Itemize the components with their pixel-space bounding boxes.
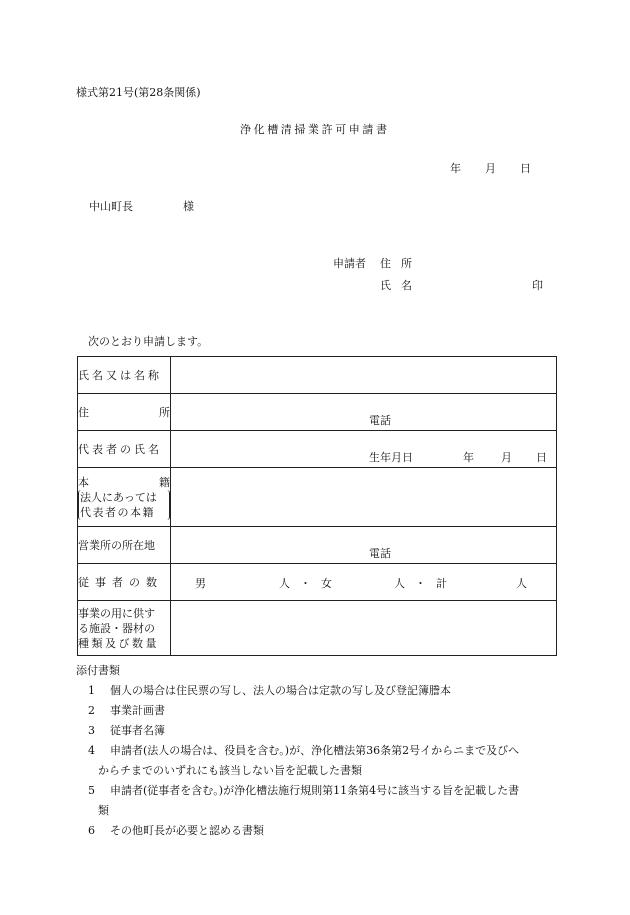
facilities-label-cell bbox=[78, 601, 171, 656]
attachment-list bbox=[88, 681, 519, 841]
staff-label: 従事者の数 bbox=[78, 576, 163, 589]
rep-name-label: 代表者の氏名 bbox=[78, 443, 162, 456]
applicant-label: 申請者 bbox=[333, 257, 366, 270]
address-char-1: 住 bbox=[78, 406, 89, 419]
table-row bbox=[78, 564, 557, 601]
domicile-note bbox=[78, 490, 170, 520]
person-total-label: 人・計 bbox=[394, 577, 457, 590]
office-value-cell[interactable] bbox=[171, 527, 557, 564]
addressee-honorific: 様 bbox=[183, 200, 194, 213]
table-row bbox=[78, 468, 557, 527]
list-item-continuation bbox=[88, 801, 519, 821]
address-value-cell[interactable] bbox=[171, 394, 557, 431]
domicile-char-1: 本 bbox=[78, 475, 89, 489]
birth-day-label: 日 bbox=[536, 451, 547, 464]
domicile-label-cell bbox=[78, 468, 171, 527]
item-number: 2 bbox=[88, 704, 95, 717]
rep-name-value-cell[interactable] bbox=[171, 431, 557, 468]
item-number: 6 bbox=[88, 824, 95, 837]
birth-month-label: 月 bbox=[501, 451, 512, 464]
domicile-char-2: 籍 bbox=[159, 475, 170, 489]
date-year-label: 年 bbox=[450, 162, 461, 175]
intro-text: 次のとおり申請します。 bbox=[88, 335, 209, 348]
facilities-line-1: 事業の用に供す bbox=[78, 606, 155, 620]
name-value-cell[interactable] bbox=[171, 357, 557, 394]
table-row bbox=[78, 601, 557, 656]
form-number: 様式第21号(第28条関係) bbox=[76, 86, 201, 99]
male-label: 男 bbox=[195, 577, 206, 590]
list-item bbox=[88, 821, 519, 841]
facilities-value-cell[interactable] bbox=[171, 601, 557, 656]
table-row bbox=[78, 431, 557, 468]
item-text-continuation: からチまでのいずれにも該当しない旨を記載した書類 bbox=[98, 764, 362, 777]
domicile-value-cell[interactable] bbox=[171, 468, 557, 527]
phone-label: 電話 bbox=[369, 414, 391, 427]
person-female-label: 人・女 bbox=[279, 577, 342, 590]
item-text: 個人の場合は住民票の写し、法人の場合は定款の写し及び登記簿謄本 bbox=[110, 684, 451, 697]
item-number: 3 bbox=[88, 724, 95, 737]
birthdate-label: 生年月日 bbox=[369, 451, 413, 464]
list-item bbox=[88, 741, 519, 761]
person-label: 人 bbox=[516, 577, 527, 590]
office-label: 営業所の所在地 bbox=[78, 539, 155, 552]
item-number: 5 bbox=[88, 784, 95, 797]
applicant-address-label: 住所 bbox=[380, 257, 422, 270]
domicile-note-line-2: 代表者の本籍 bbox=[80, 505, 155, 519]
table-row bbox=[78, 394, 557, 431]
date-month-label: 月 bbox=[485, 162, 496, 175]
applicant-name-label: 氏名 bbox=[380, 279, 422, 292]
staff-value-cell[interactable] bbox=[171, 564, 557, 601]
facilities-line-2: る施設・器材の bbox=[78, 621, 155, 635]
address-label bbox=[78, 404, 170, 420]
list-item bbox=[88, 701, 519, 721]
document-title: 浄化槽清掃業許可申請書 bbox=[240, 123, 390, 136]
item-text-continuation: 類 bbox=[98, 804, 109, 817]
list-item bbox=[88, 681, 519, 701]
name-label-cell bbox=[78, 357, 171, 394]
attachments-heading: 添付書類 bbox=[76, 664, 120, 677]
list-item bbox=[88, 781, 519, 801]
office-label-cell bbox=[78, 527, 171, 564]
domicile-label bbox=[78, 475, 170, 490]
birth-year-label: 年 bbox=[463, 451, 474, 464]
item-number: 4 bbox=[88, 744, 95, 757]
item-text: その他町長が必要と認める書類 bbox=[110, 824, 264, 837]
seal-mark: 印 bbox=[532, 279, 543, 292]
list-item-continuation bbox=[88, 761, 519, 781]
item-text: 従事者名簿 bbox=[110, 724, 165, 737]
date-day-label: 日 bbox=[520, 162, 531, 175]
item-text: 事業計画書 bbox=[110, 704, 165, 717]
table-row bbox=[78, 357, 557, 394]
application-table bbox=[77, 356, 557, 656]
addressee-name: 中山町長 bbox=[89, 200, 133, 213]
name-label: 氏名又は名称 bbox=[78, 369, 162, 382]
rep-name-label-cell bbox=[78, 431, 171, 468]
domicile-note-line-1: 法人にあっては bbox=[80, 490, 157, 504]
table-row bbox=[78, 527, 557, 564]
office-phone-label: 電話 bbox=[369, 547, 391, 560]
staff-label-cell bbox=[78, 564, 171, 601]
address-label-cell bbox=[78, 394, 171, 431]
item-text: 申請者(法人の場合は、役員を含む。)が、浄化槽法第36条第2号イからニまで及びへ bbox=[110, 744, 520, 757]
address-char-2: 所 bbox=[159, 406, 170, 419]
facilities-line-3: 種類及び数量 bbox=[78, 636, 159, 650]
list-item bbox=[88, 721, 519, 741]
item-text: 申請者(従事者を含む。)が浄化槽法施行規則第11条第4号に該当する旨を記載した書 bbox=[110, 784, 520, 797]
item-number: 1 bbox=[88, 684, 95, 697]
